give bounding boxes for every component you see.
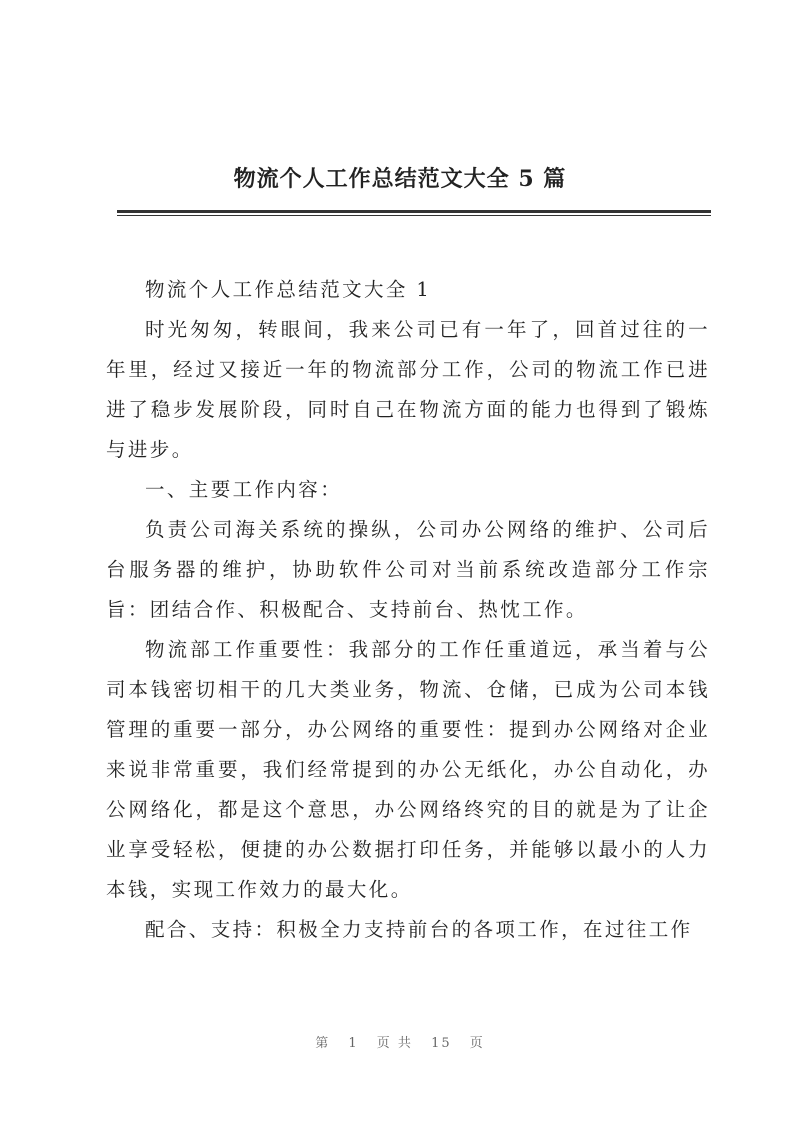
section-heading: 物流个人工作总结范文大全 1	[145, 278, 432, 301]
subsection-heading: 一、主要工作内容：	[145, 478, 343, 501]
footer-current-page: 1	[348, 1036, 359, 1051]
paragraph: 时光匆匆，转眼间，我来公司已有一年了，回首过往的一年里，经过又接近一年的物流部分工作，公司的物流工作已进进了稳步发展阶段，同时自己在物流方面的能力也得到了锻炼与进步。	[106, 318, 710, 461]
title-divider	[117, 210, 711, 216]
paragraph: 物流部工作重要性：我部分的工作任重道远，承当着与公司本钱密切相干的几大类业务，物流、仓储，已成为公司本钱管理的重要一部分，办公网络的重要性：提到办公网络对企业来说非常重要，我们经常提到的办公无纸化，办公自动化，办公网络化，都是这个意思，办公网络终究的目的就是为了让企业享受轻松，便捷的办公数据打印任务，并能够以最小的人力本钱，实现工作效力的最大化。	[106, 638, 710, 901]
footer-prefix: 第	[315, 1036, 331, 1051]
paragraph: 配合、支持：积极全力支持前台的各项工作，在过往工作	[145, 918, 693, 941]
paragraph: 负责公司海关系统的操纵，公司办公网络的维护、公司后台服务器的维护，协助软件公司对当前系统改造部分工作宗旨：团结合作、积极配合、支持前台、热忱工作。	[106, 518, 710, 621]
footer-suffix: 页	[469, 1036, 485, 1051]
footer-total-pages: 15	[431, 1036, 452, 1051]
page-footer	[0, 1032, 800, 1051]
document-body	[106, 270, 710, 950]
page-title: 物流个人工作总结范文大全 5 篇	[233, 166, 567, 192]
footer-middle: 页 共	[376, 1036, 413, 1051]
